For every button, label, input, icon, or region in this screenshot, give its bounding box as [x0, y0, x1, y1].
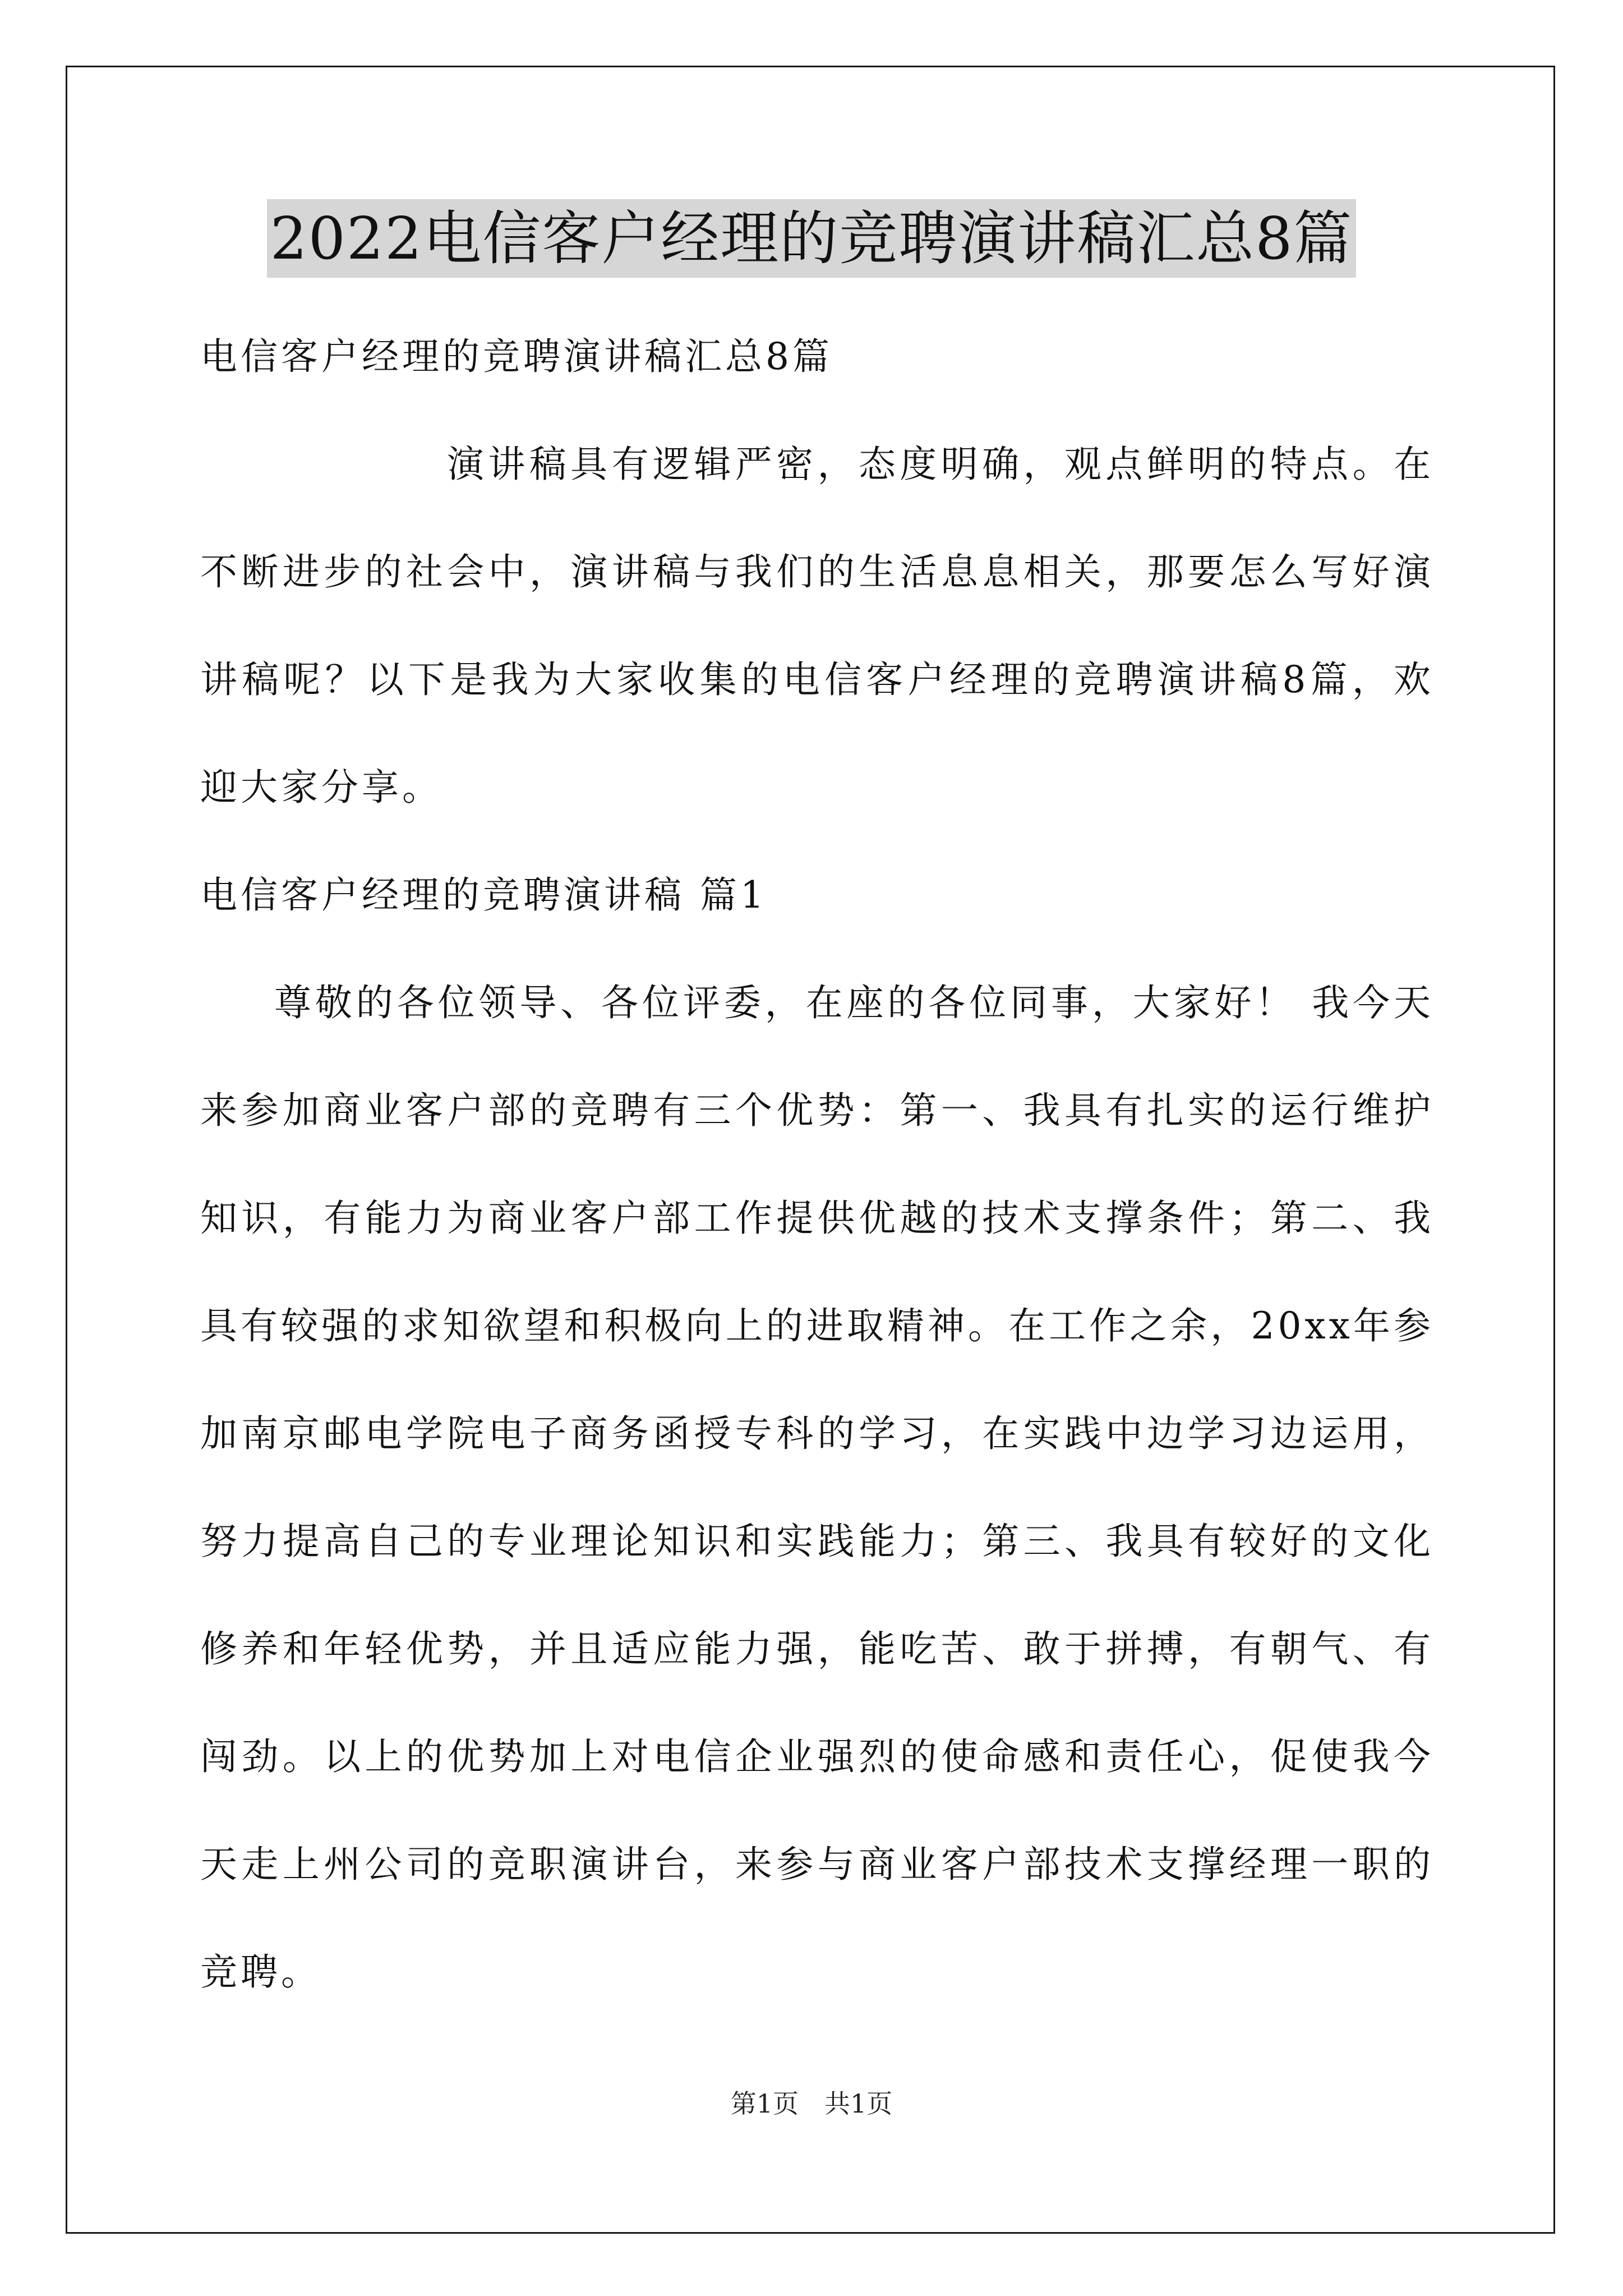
body-line: 修养和年轻优势，并且适应能力强，能吃苦、敢于拼搏，有朝气、有	[200, 1627, 1434, 1671]
body-line: 来参加商业客户部的竞聘有三个优势：第一、我具有扎实的运行维护	[200, 1089, 1434, 1132]
body-line: 具有较强的求知欲望和积极向上的进取精神。在工作之余，20xx年参	[200, 1304, 1434, 1347]
body-line: 闯劲。以上的优势加上对电信企业强烈的使命感和责任心，促使我今	[200, 1735, 1434, 1778]
body-line: 尊敬的各位领导、各位评委，在座的各位同事，大家好！ 我今天	[274, 981, 1434, 1024]
intro-line: 讲稿呢？以下是我为大家收集的电信客户经理的竞聘演讲稿8篇，欢	[200, 658, 1434, 701]
body-line: 竞聘。	[200, 1950, 321, 1994]
intro-line: 演讲稿具有逻辑严密，态度明确，观点鲜明的特点。在	[447, 443, 1434, 486]
body-line: 加南京邮电学院电子商务函授专科的学习，在实践中边学习边运用，	[200, 1412, 1434, 1455]
document-subtitle: 电信客户经理的竞聘演讲稿汇总8篇	[200, 335, 833, 378]
intro-line: 迎大家分享。	[200, 766, 442, 809]
body-line: 知识，有能力为商业客户部工作提供优越的技术支撑条件；第二、我	[200, 1197, 1434, 1240]
title-container	[0, 199, 1623, 278]
document-body	[200, 303, 1434, 2026]
intro-line: 不断进步的社会中，演讲稿与我们的生活息息相关，那要怎么写好演	[200, 550, 1434, 593]
section-heading: 电信客户经理的竞聘演讲稿 篇1	[200, 873, 767, 917]
page-footer: 第1页 共1页	[730, 2088, 893, 2119]
body-line: 天走上州公司的竞职演讲台，来参与商业客户部技术支撑经理一职的	[200, 1843, 1434, 1886]
document-title: 2022电信客户经理的竞聘演讲稿汇总8篇	[267, 199, 1357, 278]
body-line: 努力提高自己的专业理论知识和实践能力；第三、我具有较好的文化	[200, 1520, 1434, 1563]
